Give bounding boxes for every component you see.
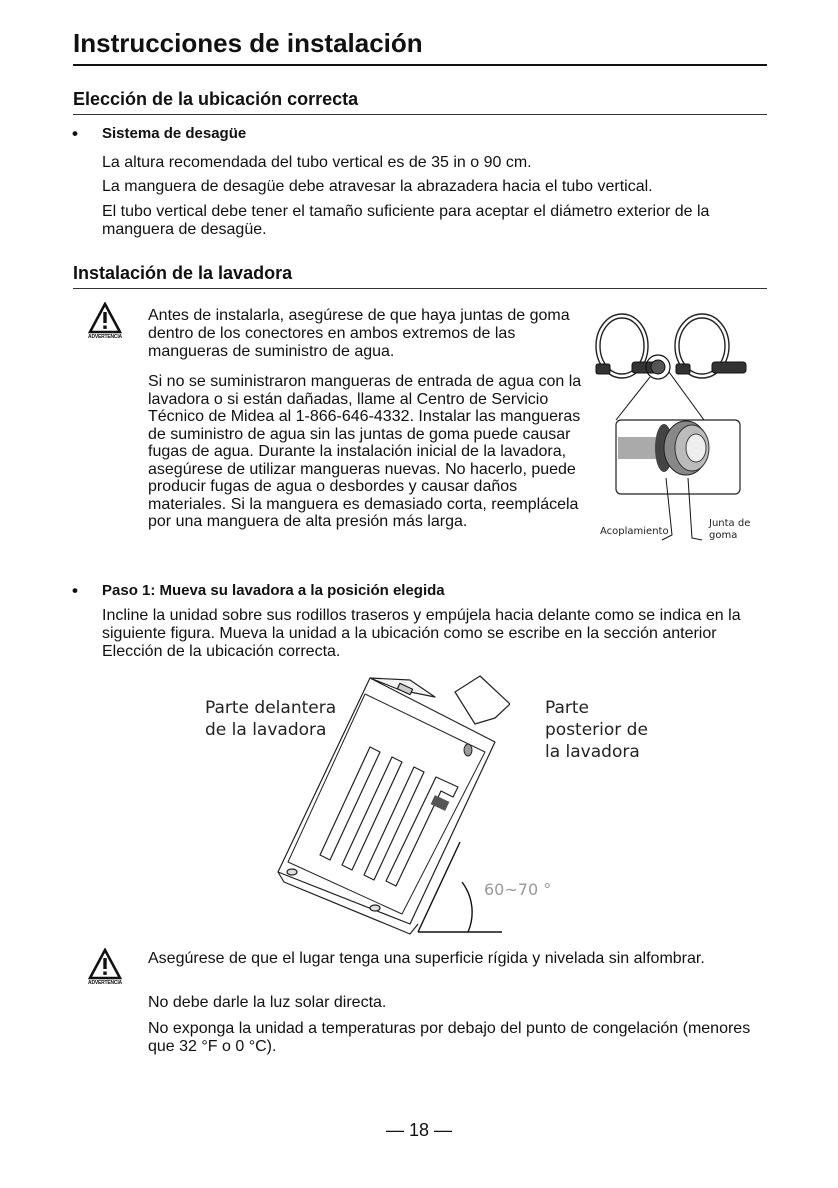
- warning-block-1: [84, 302, 126, 340]
- warning-paragraph-2: Si no se suministraron mangueras de entrada de agua con la lavadora o si están dañadas, llame al Centro de Servicio Técnico de Midea al 1-866-646-4332. Instalar las mangueras de suministro de agua sin las juntas de goma puede causar fugas de agua. Durante la instalación inicial de la lavadora, asegúrese de utilizar mangueras nuevas. No hacerlo, puede producir fugas de agua o desbordes y causar daños materiales. Si la manguera es demasiado corta, reemplácela por una manguera de alta presión más larga.: [148, 373, 582, 530]
- warning-triangle-icon: [88, 302, 122, 334]
- back-of-washer-label: Parte posterior de la lavadora: [545, 698, 648, 762]
- warning-label: ADVERTENCIA: [88, 980, 122, 986]
- page-number: — 18 —: [385, 1120, 453, 1140]
- gasket-label: Junta de goma: [709, 518, 751, 541]
- section-heading-installation: Instalación de la lavadora: [73, 263, 293, 283]
- warning-paragraph-1: Antes de instalarla, asegúrese de que haya juntas de goma dentro de los conectores en ambos extremos de las mangueras de suministro de agua.: [148, 307, 570, 360]
- warning-label: ADVERTENCIA: [88, 334, 122, 340]
- angle-label: 60~70 °: [484, 880, 552, 899]
- page-title: Instrucciones de instalación: [73, 28, 423, 58]
- section-rule-2: [73, 288, 767, 289]
- section-heading-location: Elección de la ubicación correcta: [73, 89, 359, 109]
- coupling-label: Acoplamiento: [600, 526, 669, 537]
- front-of-washer-label: Parte delantera de la lavadora: [205, 698, 337, 740]
- drain-paragraph-2: La manguera de desagüe debe atravesar la abrazadera hacia el tubo vertical.: [102, 178, 653, 195]
- warning-block-2: [84, 948, 126, 986]
- hose-fittings-icon: [596, 360, 746, 374]
- title-rule: [73, 64, 767, 66]
- surface-warning-paragraph: Asegúrese de que el lugar tenga una superficie rígida y nivelada sin alfombrar.: [148, 950, 705, 967]
- drain-paragraph-3: El tubo vertical debe tener el tamaño suficiente para aceptar el diámetro exterior de la manguera de desagüe.: [102, 203, 710, 238]
- drain-paragraph-1: La altura recomendada del tubo vertical es de 35 in o 90 cm.: [102, 154, 532, 171]
- warning-triangle-icon: [88, 948, 122, 980]
- sunlight-warning-paragraph: No debe darle la luz solar directa.: [148, 994, 387, 1011]
- bullet-step-1: • Paso 1: Mueva su lavadora a la posición elegida: [102, 582, 445, 599]
- section-rule-1: [73, 114, 767, 115]
- bullet-drain-system: • Sistema de desagüe: [102, 125, 246, 142]
- step-1-paragraph: Incline la unidad sobre sus rodillos traseros y empújela hacia delante como se indica en la siguiente figura. Mueva la unidad a la ubicación como se escribe en la sección anterior Elección de la ubicación correcta.: [102, 607, 741, 660]
- freezing-warning-paragraph: No exponga la unidad a temperaturas por debajo del punto de congelación (menores que 32 °F o 0 °C).: [148, 1020, 751, 1055]
